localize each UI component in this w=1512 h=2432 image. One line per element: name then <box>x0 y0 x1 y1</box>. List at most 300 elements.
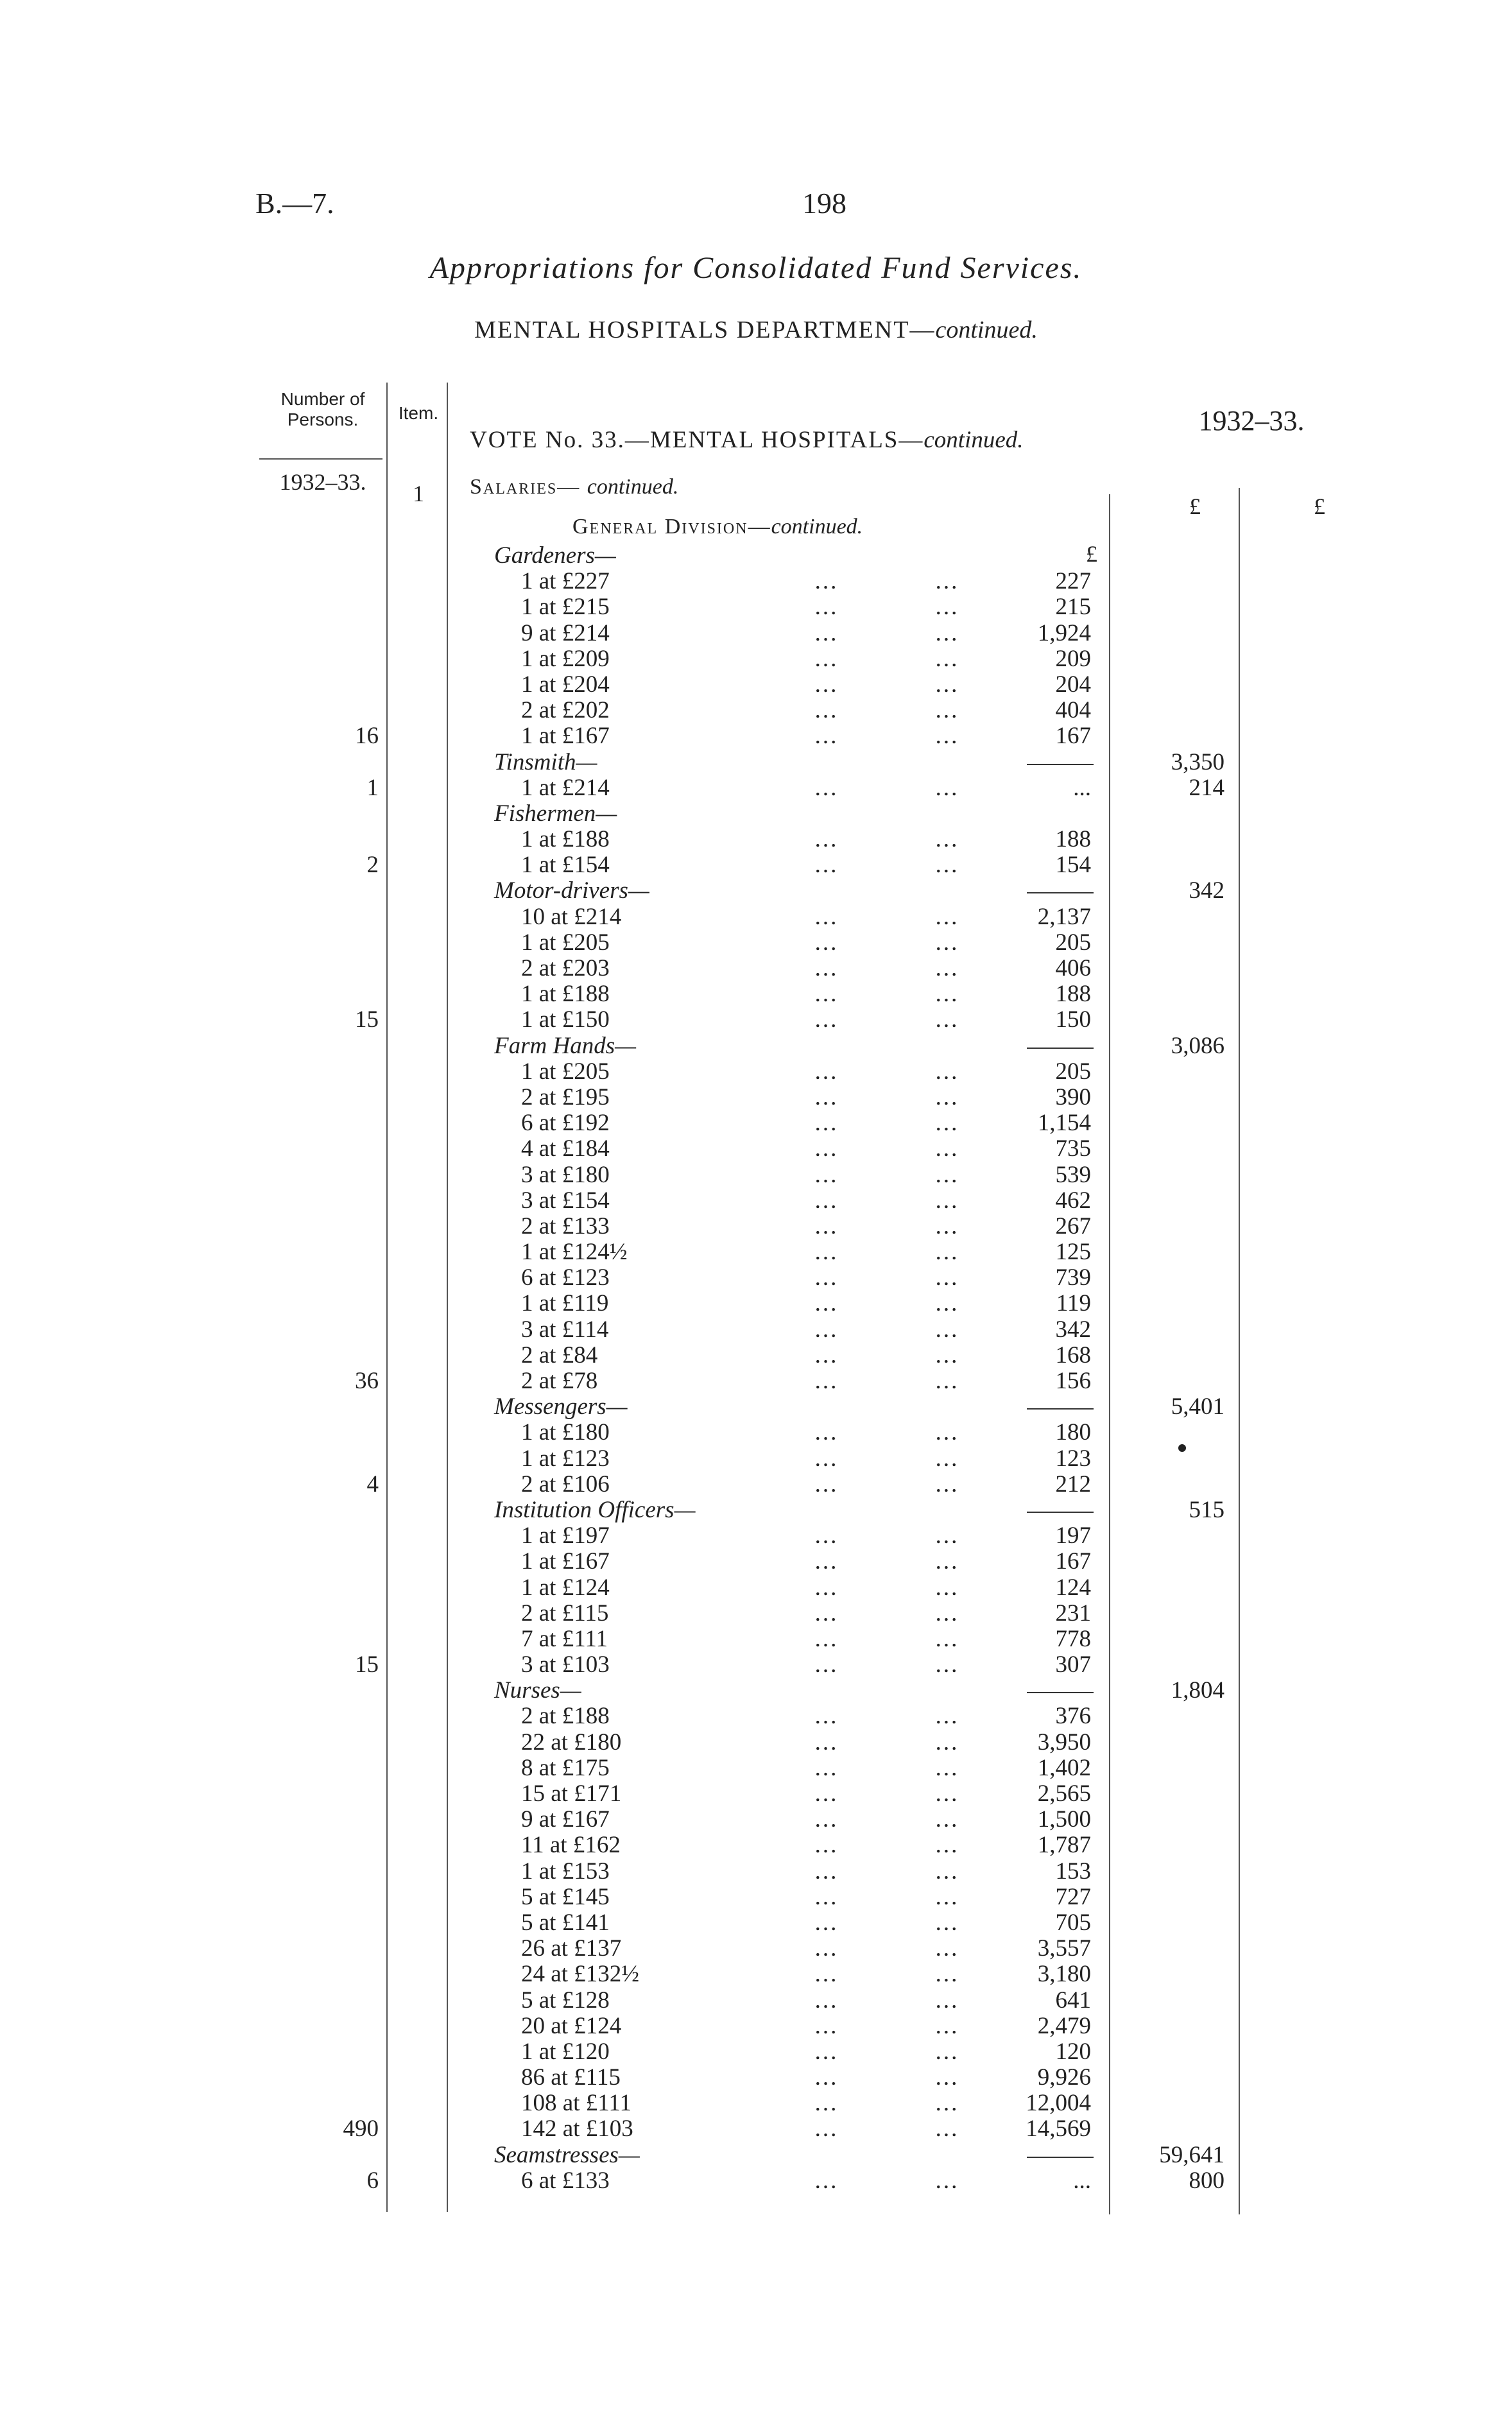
table-row <box>0 1859 1512 1884</box>
table-row <box>0 1523 1512 1549</box>
table-row <box>0 1059 1512 1085</box>
table-row <box>0 1962 1512 1987</box>
rate-label: 3 at £103 <box>521 1652 610 1678</box>
amount-cell: 641 <box>1055 1987 1091 2014</box>
table-row <box>0 672 1512 698</box>
table-row <box>0 1420 1512 1445</box>
subtotal-rule <box>1027 1512 1094 1513</box>
leader-dots: ... <box>935 671 959 698</box>
amount-cell: 212 <box>1055 1470 1091 1497</box>
leader-dots: ... <box>935 568 959 595</box>
persons-count: 4 <box>366 1470 379 1497</box>
leader-dots: ... <box>935 1470 959 1497</box>
leader-dots: ... <box>935 1006 959 1033</box>
leader-dots: ... <box>935 1083 959 1110</box>
amount-cell: 120 <box>1055 2038 1091 2065</box>
subtotal-cell: 214 <box>1189 774 1224 801</box>
amount-cell: 231 <box>1055 1600 1091 1626</box>
leader-dots: ... <box>814 2116 839 2143</box>
rate-label: 1 at £204 <box>521 671 610 698</box>
leader-dots: ... <box>935 1781 959 1807</box>
rate-label: 11 at £162 <box>521 1832 621 1859</box>
leader-dots: ... <box>814 568 839 595</box>
rate-label: 1 at £188 <box>521 826 610 853</box>
leader-dots: ... <box>814 929 839 956</box>
section-label: Tinsmith— <box>494 748 597 775</box>
rate-label: 9 at £214 <box>521 619 610 646</box>
persons-count: 2 <box>366 852 379 879</box>
leader-dots: ... <box>814 1574 839 1601</box>
table-row <box>0 1575 1512 1601</box>
section-heading-row <box>0 801 1512 827</box>
rate-label: 1 at £167 <box>521 1548 610 1575</box>
rate-label: 2 at £203 <box>521 955 610 981</box>
rate-label: 1 at £123 <box>521 1445 610 1472</box>
table-row <box>0 1652 1512 1678</box>
amount-cell: 376 <box>1055 1703 1091 1730</box>
table-row <box>0 621 1512 646</box>
amount-cell: 12,004 <box>1026 2090 1091 2117</box>
vote-continued: continued. <box>924 427 1024 453</box>
rate-label: 1 at £167 <box>521 723 610 750</box>
rate-label: 2 at £195 <box>521 1083 610 1110</box>
section-label: Fishermen— <box>494 800 617 827</box>
leader-dots: ... <box>814 697 839 724</box>
amount-cell: ... <box>1073 2167 1091 2194</box>
rate-label: 1 at £227 <box>521 568 610 595</box>
rate-label: 2 at £133 <box>521 1212 610 1239</box>
section-label: Nurses— <box>494 1677 581 1704</box>
leader-dots: ... <box>935 1161 959 1188</box>
amount-cell: 390 <box>1055 1083 1091 1110</box>
amount-cell: 735 <box>1055 1135 1091 1162</box>
leader-dots: ... <box>814 1187 839 1214</box>
amount-cell: 14,569 <box>1026 2116 1091 2143</box>
amount-cell: 125 <box>1055 1239 1091 1266</box>
rate-label: 6 at £133 <box>521 2167 610 2194</box>
table-row <box>0 1343 1512 1368</box>
rate-label: 2 at £84 <box>521 1341 598 1368</box>
amount-cell: 3,180 <box>1037 1961 1091 1988</box>
leader-dots: ... <box>935 1806 959 1833</box>
leader-dots: ... <box>935 981 959 1008</box>
table-row <box>0 723 1512 749</box>
subtotal-cell: 3,086 <box>1171 1032 1224 1059</box>
table-row <box>0 1162 1512 1188</box>
section-heading-row <box>0 543 1512 569</box>
amount-cell: 204 <box>1055 671 1091 698</box>
leader-dots: ... <box>814 619 839 646</box>
leader-dots: ... <box>935 1600 959 1626</box>
persons-count: 15 <box>355 1652 379 1678</box>
leader-dots: ... <box>935 1445 959 1472</box>
amount-cell: 2,137 <box>1037 903 1091 930</box>
leader-dots: ... <box>814 1806 839 1833</box>
amount-cell: 209 <box>1055 645 1091 672</box>
leader-dots: ... <box>935 1290 959 1317</box>
rate-label: 9 at £167 <box>521 1806 610 1833</box>
column-header-number-of-persons: Number of Persons. <box>280 389 365 429</box>
leader-dots: ... <box>935 2012 959 2039</box>
leader-dots: ... <box>935 1909 959 1936</box>
amount-cell: 404 <box>1055 697 1091 724</box>
table-row <box>0 569 1512 594</box>
table-row <box>0 904 1512 930</box>
leader-dots: ... <box>935 1341 959 1368</box>
leader-dots: ... <box>814 1909 839 1936</box>
leader-dots: ... <box>814 1729 839 1755</box>
rate-label: 1 at £120 <box>521 2038 610 2065</box>
table-row <box>0 594 1512 620</box>
leader-dots: ... <box>814 1419 839 1446</box>
rate-label: 2 at £115 <box>521 1600 609 1626</box>
table-row <box>0 827 1512 852</box>
leader-dots: ... <box>814 1522 839 1549</box>
leader-dots: ... <box>814 1212 839 1239</box>
amount-cell: 539 <box>1055 1161 1091 1188</box>
leader-dots: ... <box>935 1883 959 1910</box>
subtotal-rule <box>1027 1692 1094 1693</box>
leader-dots: ... <box>935 2038 959 2065</box>
amount-cell: 150 <box>1055 1006 1091 1033</box>
amount-cell: 153 <box>1055 1858 1091 1884</box>
department-continued: continued. <box>935 316 1038 343</box>
table-row <box>0 1085 1512 1110</box>
leader-dots: ... <box>814 774 839 801</box>
leader-dots: ... <box>935 1239 959 1266</box>
table-row <box>0 930 1512 956</box>
leader-dots: ... <box>814 1987 839 2014</box>
rate-label: 1 at £153 <box>521 1858 610 1884</box>
table-row <box>0 2116 1512 2142</box>
leader-dots: ... <box>935 929 959 956</box>
section-label: Gardeners— <box>494 542 616 569</box>
persons-count: 36 <box>355 1368 379 1394</box>
leader-dots: ... <box>935 1110 959 1137</box>
amount-cell: 215 <box>1055 594 1091 621</box>
table-row <box>0 1368 1512 1394</box>
leader-dots: ... <box>935 1212 959 1239</box>
rate-label: 1 at £188 <box>521 981 610 1008</box>
table-row <box>0 1265 1512 1291</box>
leader-dots: ... <box>814 1832 839 1859</box>
subtotal-rule <box>1027 1048 1094 1049</box>
amount-cell: 3,557 <box>1037 1935 1091 1962</box>
leader-dots: ... <box>814 723 839 750</box>
subtotal-rule <box>1027 892 1094 893</box>
leader-dots: ... <box>935 645 959 672</box>
vote-title: VOTE No. 33.—MENTAL HOSPITALS— <box>470 427 924 453</box>
table-row <box>0 2168 1512 2194</box>
salaries-label: Salaries— <box>470 475 581 499</box>
rate-label: 5 at £141 <box>521 1909 610 1936</box>
salaries-continued: continued. <box>587 475 679 499</box>
amount-cell: 180 <box>1055 1419 1091 1446</box>
leader-dots: ... <box>814 1316 839 1343</box>
table-row <box>0 1188 1512 1214</box>
column-header-item: Item. <box>398 403 439 423</box>
section-label: Messengers— <box>494 1393 628 1420</box>
rate-label: 24 at £132½ <box>521 1961 639 1988</box>
amount-cell: 205 <box>1055 929 1091 956</box>
leader-dots: ... <box>814 1961 839 1988</box>
department-heading <box>0 316 1512 344</box>
rate-label: 5 at £145 <box>521 1883 610 1910</box>
pound-sign-subtotal: £ <box>1189 494 1201 519</box>
persons-count: 1 <box>366 774 379 801</box>
section-heading-row <box>0 1678 1512 1703</box>
amount-cell: 168 <box>1055 1341 1091 1368</box>
amount-cell: 197 <box>1055 1522 1091 1549</box>
leader-dots: ... <box>814 1548 839 1575</box>
section-label: Seamstresses— <box>494 2141 640 2168</box>
table-row <box>0 1781 1512 1807</box>
table-row <box>0 1807 1512 1833</box>
amount-cell: 156 <box>1055 1368 1091 1394</box>
leader-dots: ... <box>814 2038 839 2065</box>
rate-label: 1 at £205 <box>521 929 610 956</box>
leader-dots: ... <box>814 2090 839 2117</box>
table-row <box>0 646 1512 672</box>
leader-dots: ... <box>935 1574 959 1601</box>
leader-dots: ... <box>935 1935 959 1962</box>
leader-dots: ... <box>935 1858 959 1884</box>
leader-dots: ... <box>814 1470 839 1497</box>
leader-dots: ... <box>935 903 959 930</box>
amount-cell: 778 <box>1055 1625 1091 1652</box>
leader-dots: ... <box>814 1935 839 1962</box>
salaries-heading <box>470 475 678 499</box>
leader-dots: ... <box>935 826 959 853</box>
rate-label: 2 at £202 <box>521 697 610 724</box>
table-row <box>0 1910 1512 1936</box>
rate-label: 2 at £188 <box>521 1703 610 1730</box>
leader-dots: ... <box>814 955 839 981</box>
leader-dots: ... <box>814 1600 839 1626</box>
rate-label: 3 at £154 <box>521 1187 610 1214</box>
amount-cell: 406 <box>1055 955 1091 981</box>
leader-dots: ... <box>814 1135 839 1162</box>
rate-label: 1 at £205 <box>521 1058 610 1085</box>
table-row <box>0 1936 1512 1962</box>
leader-dots: ... <box>935 1264 959 1291</box>
leader-dots: ... <box>814 1264 839 1291</box>
subtotal-cell: 342 <box>1189 877 1224 904</box>
header-rule-left <box>259 458 382 460</box>
leader-dots: ... <box>935 1187 959 1214</box>
table-row <box>0 1446 1512 1472</box>
leader-dots: ... <box>814 1058 839 1085</box>
leader-dots: ... <box>814 1290 839 1317</box>
section-heading-row <box>0 2143 1512 2168</box>
leader-dots: ... <box>814 2167 839 2194</box>
leader-dots: ... <box>935 1832 959 1859</box>
leader-dots: ... <box>814 1754 839 1781</box>
department-name: MENTAL HOSPITALS DEPARTMENT— <box>474 316 936 343</box>
table-row <box>0 1291 1512 1316</box>
leader-dots: ... <box>814 1368 839 1394</box>
rate-label: 2 at £78 <box>521 1368 598 1394</box>
table-row <box>0 1239 1512 1265</box>
amount-cell: 3,950 <box>1037 1729 1091 1755</box>
persons-count: 15 <box>355 1006 379 1033</box>
leader-dots: ... <box>814 2012 839 2039</box>
leader-dots: ... <box>935 1987 959 2014</box>
leader-dots: ... <box>814 1006 839 1033</box>
amount-cell: 227 <box>1055 568 1091 595</box>
subtotal-cell: 1,804 <box>1171 1677 1224 1704</box>
page-title: Appropriations for Consolidated Fund Services. <box>429 251 1083 285</box>
rate-label: 7 at £111 <box>521 1625 608 1652</box>
item-number: 1 <box>413 481 424 506</box>
leader-dots: ... <box>814 594 839 621</box>
leader-dots: ... <box>935 1703 959 1730</box>
leader-dots: ... <box>814 1110 839 1137</box>
table-row <box>0 2091 1512 2116</box>
table-row <box>0 981 1512 1007</box>
subtotal-rule <box>1027 2157 1094 2158</box>
leader-dots: ... <box>814 852 839 879</box>
section-heading-row <box>0 878 1512 904</box>
amount-cell: 1,402 <box>1037 1754 1091 1781</box>
rate-label: 1 at £209 <box>521 645 610 672</box>
amount-cell: 1,924 <box>1037 619 1091 646</box>
pound-sign-amount: £ <box>1086 541 1097 567</box>
leader-dots: ... <box>935 1316 959 1343</box>
leader-dots: ... <box>935 1368 959 1394</box>
table-row <box>0 775 1512 801</box>
leader-dots: ... <box>814 1652 839 1678</box>
rate-label: 142 at £103 <box>521 2116 633 2143</box>
amount-cell: 9,926 <box>1037 2064 1091 2091</box>
leader-dots: ... <box>935 1058 959 1085</box>
leader-dots: ... <box>935 955 959 981</box>
leader-dots: ... <box>814 1781 839 1807</box>
leader-dots: ... <box>935 852 959 879</box>
persons-count: 6 <box>366 2167 379 2194</box>
persons-year-label: 1932–33. <box>279 469 366 495</box>
column-header-year: 1932–33. <box>1198 405 1305 436</box>
table-row <box>0 1110 1512 1136</box>
ledger-rows <box>0 543 1512 2194</box>
table-row <box>0 1730 1512 1755</box>
amount-cell: 739 <box>1055 1264 1091 1291</box>
rate-label: 108 at £111 <box>521 2090 631 2117</box>
persons-count: 490 <box>343 2116 379 2143</box>
section-heading-row <box>0 750 1512 775</box>
table-row <box>0 1214 1512 1239</box>
rate-label: 1 at £180 <box>521 1419 610 1446</box>
subtotal-cell: 3,350 <box>1171 748 1224 775</box>
page-number: 198 <box>802 187 846 220</box>
persons-count: 16 <box>355 723 379 750</box>
leader-dots: ... <box>814 981 839 1008</box>
rate-label: 1 at £154 <box>521 852 610 879</box>
rate-label: 3 at £114 <box>521 1316 609 1343</box>
amount-cell: 307 <box>1055 1652 1091 1678</box>
rate-label: 86 at £115 <box>521 2064 621 2091</box>
amount-cell: 462 <box>1055 1187 1091 1214</box>
amount-cell: 1,500 <box>1037 1806 1091 1833</box>
amount-cell: 188 <box>1055 826 1091 853</box>
section-label: Farm Hands— <box>494 1032 636 1059</box>
table-row <box>0 1703 1512 1729</box>
leader-dots: ... <box>935 2116 959 2143</box>
rate-label: 1 at £124 <box>521 1574 610 1601</box>
leader-dots: ... <box>814 1858 839 1884</box>
subtotal-cell: 5,401 <box>1171 1393 1224 1420</box>
rate-label: 10 at £214 <box>521 903 622 930</box>
rate-label: 1 at £150 <box>521 1006 610 1033</box>
rate-label: 5 at £128 <box>521 1987 610 2014</box>
rate-label: 4 at £184 <box>521 1135 610 1162</box>
subtotal-rule <box>1027 764 1094 765</box>
table-row <box>0 2039 1512 2065</box>
rate-label: 1 at £214 <box>521 774 610 801</box>
leader-dots: ... <box>814 1239 839 1266</box>
amount-cell: 167 <box>1055 1548 1091 1575</box>
rate-label: 15 at £171 <box>521 1781 622 1807</box>
leader-dots: ... <box>935 619 959 646</box>
amount-cell: 123 <box>1055 1445 1091 1472</box>
leader-dots: ... <box>814 1883 839 1910</box>
leader-dots: ... <box>814 671 839 698</box>
table-row <box>0 2014 1512 2039</box>
amount-cell: ... <box>1073 774 1091 801</box>
leader-dots: ... <box>935 2090 959 2117</box>
table-row <box>0 1884 1512 1910</box>
section-label: Institution Officers— <box>494 1496 696 1523</box>
general-division-label: General Division— <box>572 515 771 539</box>
amount-cell: 727 <box>1055 1883 1091 1910</box>
leader-dots: ... <box>935 723 959 750</box>
leader-dots: ... <box>814 1703 839 1730</box>
rate-label: 6 at £192 <box>521 1110 610 1137</box>
leader-dots: ... <box>935 697 959 724</box>
leader-dots: ... <box>935 1729 959 1755</box>
amount-cell: 1,154 <box>1037 1110 1091 1137</box>
section-label: Motor-drivers— <box>494 877 649 904</box>
subtotal-cell: 800 <box>1189 2167 1224 2194</box>
rate-label: 3 at £180 <box>521 1161 610 1188</box>
leader-dots: ... <box>814 903 839 930</box>
amount-cell: 1,787 <box>1037 1832 1091 1859</box>
amount-cell: 119 <box>1056 1290 1091 1317</box>
amount-cell: 124 <box>1055 1574 1091 1601</box>
leader-dots: ... <box>814 1161 839 1188</box>
rate-label: 6 at £123 <box>521 1264 610 1291</box>
subtotal-cell: 515 <box>1189 1496 1224 1523</box>
rate-label: 26 at £137 <box>521 1935 622 1962</box>
amount-cell: 154 <box>1055 852 1091 879</box>
amount-cell: 2,479 <box>1037 2012 1091 2039</box>
leader-dots: ... <box>935 594 959 621</box>
table-row <box>0 852 1512 878</box>
leader-dots: ... <box>935 1652 959 1678</box>
leader-dots: ... <box>935 774 959 801</box>
general-division-continued: continued. <box>771 515 863 539</box>
amount-cell: 267 <box>1055 1212 1091 1239</box>
leader-dots: ... <box>814 1625 839 1652</box>
amount-cell: 188 <box>1055 981 1091 1008</box>
table-row <box>0 1833 1512 1858</box>
table-row <box>0 1472 1512 1497</box>
leader-dots: ... <box>814 1341 839 1368</box>
amount-cell: 342 <box>1055 1316 1091 1343</box>
amount-cell: 167 <box>1055 723 1091 750</box>
rate-label: 20 at £124 <box>521 2012 622 2039</box>
table-row <box>0 1317 1512 1343</box>
